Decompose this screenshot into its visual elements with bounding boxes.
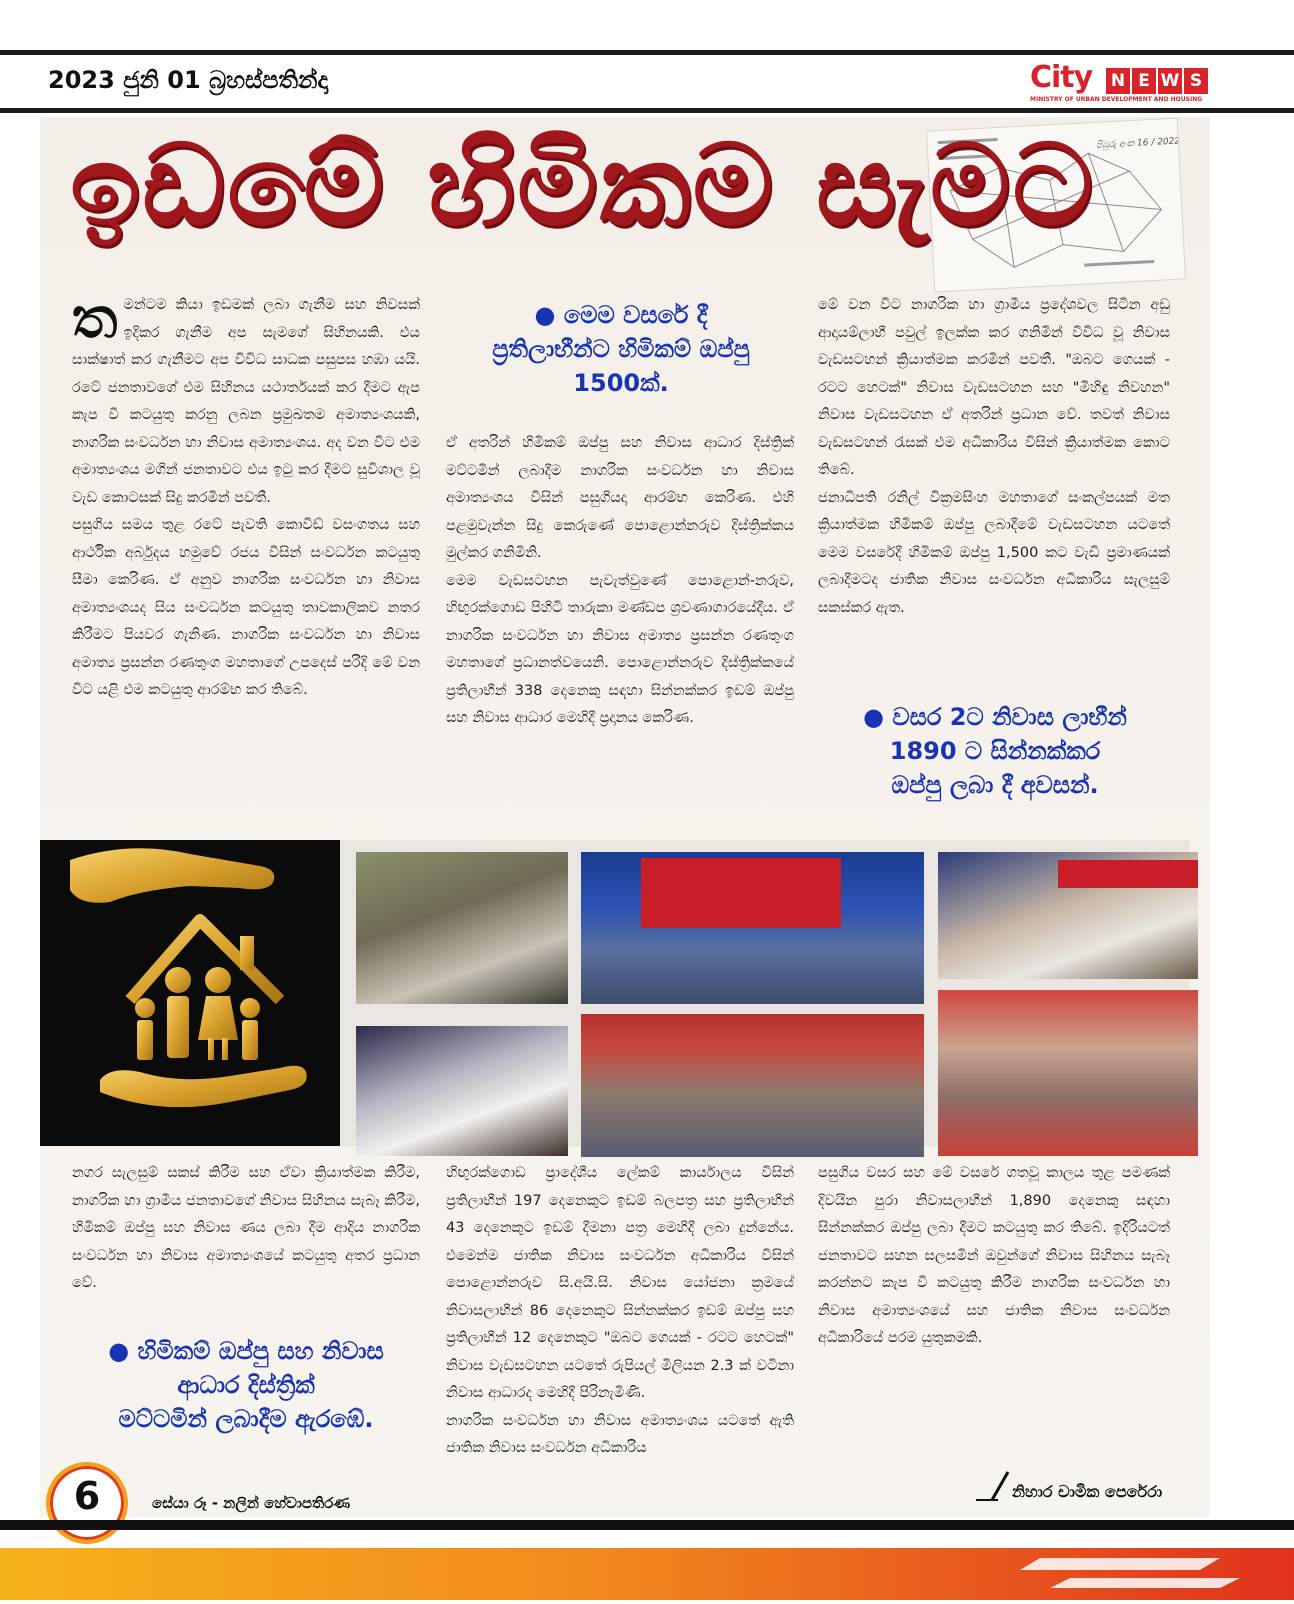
photo-ceremony-handover-1 — [356, 852, 568, 1004]
column-1-bottom — [72, 1160, 420, 1298]
pull-quote-3 — [66, 1334, 426, 1436]
footer-rule — [0, 1520, 1294, 1530]
footer-stripes — [0, 1548, 1294, 1600]
header-rule — [0, 108, 1294, 113]
pull-quote-1-text-1: මෙම වසරේ දී — [563, 301, 708, 329]
column-3-bottom — [818, 1160, 1170, 1353]
photo-credit: සේයා රූ - නලින් හේවාපතිරණ — [152, 1494, 351, 1512]
column-1-bottom-paragraph: නගර සැලසුම් සකස් කිරීම සහ ඒවා ක්‍රියාත්මක කිරීම, නාගරික හා ග්‍රාමීය ජනතාවගේ නිවාස සිහිනය සැබෑ කිරීම, හිමිකම් ඔප්පු සහ නිවාස ණය ලබා දීම ආදිය නාගරික සංවර්ධන හා නිවාස අමාත්‍යංශයේ කටයුතු අතර ප්‍රධාන වේ. — [72, 1165, 420, 1291]
stage-banner — [641, 858, 841, 928]
bullet-icon: ● — [108, 1337, 130, 1365]
pull-quote-2-line-1 — [820, 700, 1170, 734]
bullet-icon: ● — [534, 301, 556, 329]
pull-quote-3-text-1: හිමිකම් ඔප්පු සහ නිවාස — [137, 1337, 384, 1365]
pull-quote-2-line-2: 1890 ට සින්නක්කර — [889, 737, 1101, 765]
column-1-paragraph-1 — [72, 286, 420, 512]
column-1-top — [72, 286, 420, 705]
column-1-text-1: මන්ටම කියා ඉඩමක් ලබා ගැනීම සහ නිවසක් ඉදිකර ගැනීම අප සැමගේ සිහිනයකි. එය සාක්ෂාත් කර ගැනීමට අප විවිධ සාධක පසුපස හඹා යයි. රටේ ජනතාවගේ එම සිහිනය යථාර්තයක් කර දීමට ඇප කැප වී කටයුතු කරනු ලබන ප්‍රමුඛතම අමාත්‍යංශයකි, නාගරික සංවර්ධන හා නිවාස අමාත්‍යංශය. අද වන විට එම අමාත්‍යංශය මගින් ජනතාවට එය ඉටු කර දීමට සුවිශාල වූ වැඩ කොටසක් සිදු කරමින් පවතී. — [72, 297, 420, 506]
pull-quote-2-line-3: ඔප්පු ලබා දී අවසන්. — [891, 771, 1099, 799]
dropcap: ත — [72, 286, 118, 351]
bullet-icon: ● — [863, 703, 885, 731]
column-3-paragraph-2: ජනාධිපති රනිල් වික්‍රමසිංහ මහතාගේ සංකල්පයක් මත ක්‍රියාත්මක හිමිකම් ඔප්පු ලබාදීමේ වැඩසටහන යටතේ මෙම වසරේදී හිමිකම් ඔප්පු 1,500 කට වැඩි ප්‍රමාණයක් ලබාදීමටද ජාතික නිවාස සංවර්ධන අධිකාරිය සැලසුම් සකස්කර ඇත. — [818, 489, 1170, 616]
event-banner — [1058, 860, 1198, 888]
column-3-bottom-paragraph: පසුගිය වසර සහ මේ වසරේ ගතවූ කාලය තුළ පමණක් දිවයින පුරා නිවාසලාභීන් 1,890 දෙනෙකු සඳහා සින්නක්කර ඔප්පු ලබා දීමට කටයුතු කර තිබේ. ඉදිරියටත් ජනතාවට සහන සලසමින් ඔවුන්ගේ නිවාස සිහිනය සැබෑ කරන්නට කැප වී කටයුතු කිරීම නාගරික සංවර්ධන හා නිවාස අමාත්‍යංශයේ සහ ජාතික නිවාස සංවර්ධන අධිකාරියේ පරම යුතුකමකි. — [818, 1165, 1170, 1346]
pull-quote-1-line-2: ප්‍රතිලාභීන්ට හිමිකම් ඔප්පු — [492, 335, 750, 363]
top-rule — [0, 50, 1294, 55]
pull-quote-3-line-3: මට්ටමින් ලබාදීම ඇරඹේ. — [118, 1405, 374, 1433]
column-2-bottom-paragraph-1: හිඟුරක්ගොඩ ප්‍රාදේශීය ලේකම් කාර්යාලය විසින් ප්‍රතිලාභීන් 197 දෙනෙකුට ඉඩම් බලපත්‍ර සහ ප්‍රතිලාභීන් 43 දෙනෙකුට ඉඩම් දීමනා පත්‍ර මෙහිදී ලබා දුන්නේය. එමෙන්ම ජාතික නිවාස සංවර්ධන අධිකාරිය විසින් පොළොන්නරුව සි.අයි.සි. නිවාස යෝජනා ක්‍රමයේ නිවාසලාභීන් 86 දෙනෙකුට සින්නක්කර ඉඩම් ඔප්පු සහ ප්‍රතිලාභීන් 12 දෙනෙකුට "ඔබට ගෙයක් - රටට හෙටක්" නිවාස වැඩසටහන යටතේ රුපියල් මිලියන 2.3 ක් වටිනා නිවාස ආධාරද මෙහිදී පිරිනැමිණි. — [446, 1165, 794, 1401]
plan-label: පිඹුරු අංක 16 / 2022 — [1095, 136, 1181, 151]
headline: ඉඩමේ හිමිකම සැමට — [70, 120, 1095, 251]
author-byline: නිහාර චාමික පෙරේරා — [1012, 1482, 1163, 1501]
pull-quote-3-line-1 — [66, 1334, 426, 1368]
housing-logo-panel — [40, 840, 340, 1146]
column-3-top — [818, 292, 1170, 622]
column-2-bottom-paragraph-2: නාගරික සංවර්ධන හා නිවාස අමාත්‍යංශය යටතේ ඇති ජාතික නිවාස සංවර්ධන අධිකාරිය — [446, 1412, 794, 1456]
hands-house-family-icon — [40, 840, 340, 1146]
logo-news-blocks — [1106, 68, 1208, 94]
column-2-paragraph-2: මෙම වැඩසටහන පැවැත්වුණේ පොළොන්-නරුව, හිඟුරක්ගොඩ පිහිටි තාරුකා මණ්ඩප ශ්‍රවණාගාරයේදීය. ඒ නාගරික සංවර්ධන හා නිවාස අමාත්‍ය ප්‍රසන්න රණතුංග මහතාගේ ප්‍රධානත්වයෙනි. පොළොන්නරුව දිස්ත්‍රික්කයේ ප්‍රතිලාභීන් 338 දෙනෙකු සඳහා සින්නක්කර ඉඩම් ඔප්පු සහ නිවාස ආධාර මෙහිදී ප්‍රදානය කෙරිණ. — [446, 572, 794, 726]
page-number: 6 — [73, 1474, 101, 1518]
logo-news-letter: E — [1132, 68, 1156, 94]
logo-news-letter: S — [1184, 68, 1208, 94]
photo-stage-speech — [581, 852, 924, 1004]
photo-stage-deed-presentation — [938, 852, 1198, 979]
column-2-top — [446, 430, 794, 733]
column-3-paragraph-1: මේ වන විට නාගරික හා ග්‍රාමීය ප්‍රදේශවල සිටින අඩු ආදායම්ලාභී පවුල් ඉලක්ක කර ගනිමින් විවිධ වූ නිවාස වැඩසටහන් ක්‍රියාත්මක කරමින් පවතී. "ඔබට ගෙයක් - රටට හෙටක්" නිවාස වැඩසටහන සහ "මිහිඳු නිවහන" නිවාස වැඩසටහන ඒ අතරින් ප්‍රධාන වේ. තවත් නිවාස වැඩසටහන් රැසක් එම අධිකාරිය විසින් ක්‍රියාත්මක කොට තිබේ. — [818, 297, 1170, 478]
pull-quote-1-line-1 — [448, 298, 794, 332]
city-news-logo — [1030, 60, 1210, 108]
pull-quote-3-line-2: ආධාර දිස්ත්‍රික් — [177, 1371, 315, 1399]
footer-color-band — [0, 1548, 1294, 1600]
logo-city-text: City — [1030, 60, 1093, 95]
dateline: 2023 ජුනි 01 බ්‍රහස්පතින්දා — [48, 66, 329, 94]
pull-quote-1-line-3: 1500ක්. — [573, 369, 669, 397]
column-2-paragraph-1: ඒ අතරින් හිමිකම් ඔප්පු සහ නිවාස ආධාර දිස්ත්‍රික් මට්ටමින් ලබාදීම නාගරික සංවර්ධන හා නිවාස අමාත්‍යංශය විසින් පසුගියදා ආරම්භ කෙරිණ. එහි පළමුවැන්න සිදු කෙරුණේ පොළොන්නරුව දිස්ත්‍රික්කය මුල්කර ගනිමිනි. — [446, 435, 794, 561]
byline-slash-icon — [972, 1468, 1012, 1504]
column-1-paragraph-2: පසුගිය සමය තුළ රටේ පැවති කොවිඩ් වසංගතය සහ ආර්ථික අර්බුදය හමුවේ රජය විසින් සංවර්ධන කටයුතු සීමා කෙරිණ. ඒ අනුව නාගරික සංවර්ධන හා නිවාස අමාත්‍යංශයද සිය සංවර්ධන කටයුතු තාවකාලිකව නතර කිරීමට පියවර ගැනිණ. නාගරික සංවර්ධන හා නිවාස අමාත්‍ය ප්‍රසන්න රණතුංග මහතාගේ උපදෙස් පරිදි මේ වන විට යළි එම කටයුතු ආරම්භ කර තිබේ. — [72, 517, 420, 698]
logo-news-letter: N — [1106, 68, 1130, 94]
logo-news-letter: W — [1158, 68, 1182, 94]
pull-quote-2 — [820, 700, 1170, 802]
photo-audience-2 — [938, 990, 1198, 1156]
photo-ceremony-handover-2 — [356, 1026, 568, 1156]
column-2-bottom — [446, 1160, 794, 1463]
logo-subtitle: MINISTRY OF URBAN DEVELOPMENT AND HOUSING — [1030, 96, 1203, 103]
pull-quote-1 — [448, 298, 794, 400]
photo-audience-1 — [581, 1014, 924, 1157]
pull-quote-2-text-1: වසර 2ට නිවාස ලාභීන් — [892, 703, 1127, 731]
